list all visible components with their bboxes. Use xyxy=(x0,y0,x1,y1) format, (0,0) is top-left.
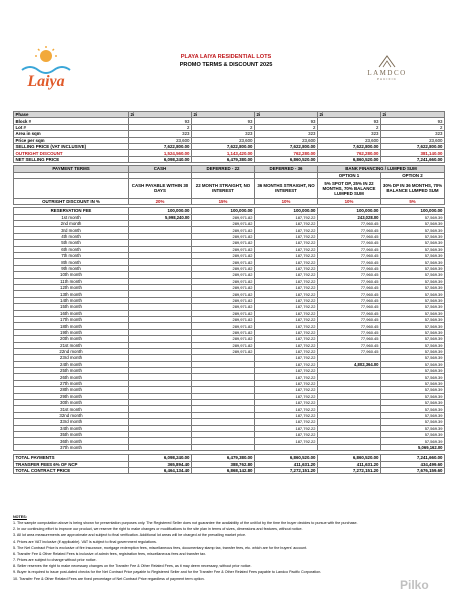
schedule-value: 187,792.22 xyxy=(255,361,318,367)
schedule-value: 57,569.39 xyxy=(381,342,445,348)
month-label: 23rd month xyxy=(14,355,129,361)
total-value: 7,676,159.60 xyxy=(381,467,445,473)
schedule-value: 77,960.45 xyxy=(318,323,381,329)
info-value: 2 xyxy=(129,124,192,130)
landco-sub: PACIFIC xyxy=(376,77,397,81)
discount-value: 10% xyxy=(255,198,318,204)
schedule-value: 289,971.82 xyxy=(192,214,255,220)
month-label: 7th month xyxy=(14,253,129,259)
month-label: 15th month xyxy=(14,304,129,310)
schedule-value: 57,569.39 xyxy=(381,329,445,335)
schedule-value: 77,960.45 xyxy=(318,221,381,227)
total-value: 411,631.20 xyxy=(255,461,318,467)
document-header xyxy=(0,0,452,108)
note-item: 2. In our continuing effort to improve our product, we reserve the right to make changes or modifications to the site plan in terms of sizes, dimensions and features, without notice. xyxy=(13,527,303,532)
total-label: TOTAL CONTRACT PRICE xyxy=(14,467,129,473)
schedule-value: 57,569.39 xyxy=(381,361,445,367)
schedule-value: 187,792.22 xyxy=(255,406,318,412)
schedule-value: 77,960.45 xyxy=(318,291,381,297)
discount-value: 20% xyxy=(129,198,192,204)
info-value: 7,622,800.00 xyxy=(192,143,255,149)
info-label: NET SELLING PRICE xyxy=(14,156,129,162)
month-label: 9th month xyxy=(14,265,129,271)
info-value: 323 xyxy=(255,131,318,137)
reservation-value: 100,000.00 xyxy=(255,208,318,214)
info-value: 93 xyxy=(129,118,192,124)
schedule-value: 187,792.22 xyxy=(255,265,318,271)
month-label: 20th month xyxy=(14,336,129,342)
schedule-value: 77,960.45 xyxy=(318,233,381,239)
schedule-value: 57,569.39 xyxy=(381,214,445,220)
schedule-value: 289,971.82 xyxy=(192,253,255,259)
info-value: 2 xyxy=(318,124,381,130)
watermark: Pilko xyxy=(400,578,429,592)
reservation-value: 100,000.00 xyxy=(381,208,445,214)
month-label: 13th month xyxy=(14,291,129,297)
laiya-logo xyxy=(16,44,76,92)
info-value: 2i xyxy=(255,112,318,118)
total-value: 6,860,520.00 xyxy=(255,455,318,461)
total-value: 7,241,660.00 xyxy=(381,455,445,461)
month-label: 12th month xyxy=(14,284,129,290)
schedule-value: 57,569.39 xyxy=(381,368,445,374)
schedule-value: 57,569.39 xyxy=(381,227,445,233)
term-deferred-36: DEFERRED - 36 xyxy=(255,166,318,172)
schedule-value: 57,569.39 xyxy=(381,393,445,399)
landco-wordmark: LAMDCO xyxy=(367,69,407,77)
schedule-value: 57,569.39 xyxy=(381,240,445,246)
schedule-value: 187,792.22 xyxy=(255,412,318,418)
month-label: 19th month xyxy=(14,329,129,335)
schedule-value: 289,971.82 xyxy=(192,265,255,271)
term-deferred-22: DEFERRED - 22 xyxy=(192,166,255,172)
schedule-value: 77,960.45 xyxy=(318,316,381,322)
total-value: 6,479,380.00 xyxy=(192,455,255,461)
month-label: 1st month xyxy=(14,214,129,220)
schedule-value: 289,971.82 xyxy=(192,342,255,348)
schedule-value: 289,971.82 xyxy=(192,259,255,265)
schedule-value: 187,792.22 xyxy=(255,272,318,278)
schedule-value: 77,960.45 xyxy=(318,297,381,303)
schedule-value: 187,792.22 xyxy=(255,393,318,399)
schedule-value: 57,569.39 xyxy=(381,284,445,290)
schedule-value: 57,569.39 xyxy=(381,412,445,418)
month-label: 2nd month xyxy=(14,221,129,227)
schedule-value: 289,971.82 xyxy=(192,348,255,354)
total-value: 6,868,142.80 xyxy=(192,467,255,473)
schedule-value: 289,971.82 xyxy=(192,284,255,290)
month-label: 29th month xyxy=(14,393,129,399)
schedule-value: 57,569.39 xyxy=(381,348,445,354)
month-label: 3rd month xyxy=(14,227,129,233)
schedule-value: 289,971.82 xyxy=(192,323,255,329)
schedule-value: 187,792.22 xyxy=(255,323,318,329)
schedule-value: 187,792.22 xyxy=(255,342,318,348)
month-label: 17th month xyxy=(14,316,129,322)
schedule-value: 187,792.22 xyxy=(255,348,318,354)
schedule-value: 4,802,364.00 xyxy=(318,361,381,367)
info-value: 323 xyxy=(192,131,255,137)
schedule-value: 187,792.22 xyxy=(255,380,318,386)
schedule-value: 187,792.22 xyxy=(255,214,318,220)
schedule-value: 187,792.22 xyxy=(255,316,318,322)
schedule-value: 187,792.22 xyxy=(255,227,318,233)
term-cash: CASH xyxy=(129,166,192,172)
schedule-value: 77,960.45 xyxy=(318,227,381,233)
month-label: 4th month xyxy=(14,233,129,239)
info-value: 2i xyxy=(381,112,445,118)
schedule-value: 289,971.82 xyxy=(192,221,255,227)
term-description: 22 MONTH STRAIGHT, NO INTEREST xyxy=(192,178,255,198)
term-bank-financing: BANK FINANCING / LUMPED SUM xyxy=(318,166,445,172)
schedule-value: 187,792.22 xyxy=(255,310,318,316)
discount-value: 5% xyxy=(381,198,445,204)
term-description: CASH PAYABLE WITHIN 30 DAYS xyxy=(129,178,192,198)
note-item: 7. Prices are subject to change without prior notice. xyxy=(13,558,97,563)
total-value: 6,464,134.40 xyxy=(129,467,192,473)
schedule-value: 187,792.22 xyxy=(255,221,318,227)
month-label: 35th month xyxy=(14,431,129,437)
schedule-value: 187,792.22 xyxy=(255,400,318,406)
month-label: 11th month xyxy=(14,278,129,284)
note-item: 3. All lot area measurements are approximate and subject to final verification. Additional lot areas will be charged at the prevailing market price. xyxy=(13,533,247,538)
schedule-value: 57,569.39 xyxy=(381,297,445,303)
info-value: 7,622,800.00 xyxy=(129,143,192,149)
total-value: 7,272,151.20 xyxy=(255,467,318,473)
schedule-value: 5,998,240.00 xyxy=(129,214,192,220)
schedule-value: 289,971.82 xyxy=(192,297,255,303)
schedule-value: 77,960.45 xyxy=(318,310,381,316)
info-label: Phase xyxy=(14,112,129,118)
schedule-value: 77,960.45 xyxy=(318,336,381,342)
schedule-value: 77,960.45 xyxy=(318,348,381,354)
month-label: 8th month xyxy=(14,259,129,265)
info-value: 6,098,240.00 xyxy=(129,156,192,162)
schedule-value: 187,792.22 xyxy=(255,240,318,246)
info-value: 93 xyxy=(255,118,318,124)
page-subtitle: PROMO TERMS & DISCOUNT 2025 xyxy=(179,62,273,68)
month-label: 36th month xyxy=(14,438,129,444)
schedule-value: 187,792.22 xyxy=(255,368,318,374)
info-value: 93 xyxy=(192,118,255,124)
notes-heading: NOTES: xyxy=(13,515,27,519)
month-label: 27th month xyxy=(14,380,129,386)
schedule-value: 57,569.39 xyxy=(381,374,445,380)
reservation-label: RESERVATION FEE xyxy=(14,208,129,214)
info-value: 93 xyxy=(318,118,381,124)
month-label: 16th month xyxy=(14,310,129,316)
month-label: 5th month xyxy=(14,240,129,246)
schedule-value: 187,792.22 xyxy=(255,355,318,361)
total-value: 7,272,151.20 xyxy=(318,467,381,473)
note-item: 8. Seller reserves the right to make necessary changes on the Transfer Fee & Other Related Fees, as it may deem necessary, without prior notice. xyxy=(13,564,252,569)
discount-value: 15% xyxy=(192,198,255,204)
schedule-value: 57,569.39 xyxy=(381,246,445,252)
schedule-value: 57,569.39 xyxy=(381,431,445,437)
total-label: TOTAL PAYMENTS xyxy=(14,455,129,461)
info-value: 23,600 xyxy=(129,137,192,143)
info-value: 6,860,520.00 xyxy=(255,156,318,162)
logo-left-text: Laiya xyxy=(27,73,65,90)
schedule-value: 77,960.45 xyxy=(318,259,381,265)
schedule-value: 57,569.39 xyxy=(381,425,445,431)
page-title: PLAYA LAIYA RESIDENTIAL LOTS xyxy=(180,54,272,60)
month-label: 26th month xyxy=(14,374,129,380)
month-label: 30th month xyxy=(14,400,129,406)
month-label: 18th month xyxy=(14,323,129,329)
schedule-value: 57,569.39 xyxy=(381,310,445,316)
notes-section xyxy=(13,514,444,582)
total-value: 365,894.40 xyxy=(129,461,192,467)
schedule-value: 187,792.22 xyxy=(255,438,318,444)
month-label: 24th month xyxy=(14,361,129,367)
total-value: 6,860,520.00 xyxy=(318,455,381,461)
schedule-value: 289,971.82 xyxy=(192,227,255,233)
month-label: 21st month xyxy=(14,342,129,348)
total-value: 6,098,240.00 xyxy=(129,455,192,461)
empty-cell xyxy=(14,178,129,198)
info-value: 323 xyxy=(381,131,445,137)
schedule-value: 57,569.39 xyxy=(381,400,445,406)
schedule-value: 289,971.82 xyxy=(192,278,255,284)
schedule-value: 57,569.39 xyxy=(381,253,445,259)
landco-mark-icon xyxy=(378,54,396,68)
info-value: 2 xyxy=(192,124,255,130)
schedule-value: 187,792.22 xyxy=(255,291,318,297)
info-value: 1,143,420.00 xyxy=(192,150,255,156)
schedule-value: 187,792.22 xyxy=(255,297,318,303)
landco-logo xyxy=(352,54,422,80)
option-1: OPTION 1 xyxy=(318,172,381,178)
month-label: 22nd month xyxy=(14,348,129,354)
month-label: 31st month xyxy=(14,406,129,412)
schedule-value: 77,960.45 xyxy=(318,272,381,278)
schedule-value: 289,971.82 xyxy=(192,329,255,335)
terms-label: PAYMENT TERMS xyxy=(14,166,129,172)
total-value: 411,631.20 xyxy=(318,461,381,467)
schedule-value: 187,792.22 xyxy=(255,278,318,284)
schedule-value: 187,792.22 xyxy=(255,387,318,393)
info-value: 2i xyxy=(129,112,192,118)
schedule-value: 77,960.45 xyxy=(318,240,381,246)
info-value: 23,600 xyxy=(255,137,318,143)
info-value: 2i xyxy=(318,112,381,118)
info-value: 2 xyxy=(381,124,445,130)
month-label: 34th month xyxy=(14,425,129,431)
info-value: 7,622,800.00 xyxy=(318,143,381,149)
note-item: 1. The sample computation above is being shown for presentation purposes only. The Registered Seller does not guarantee the availability of the unit/lot by the time the buyer decides to pursue with the purchase. xyxy=(13,521,358,526)
schedule-value: 187,792.22 xyxy=(255,304,318,310)
info-value: 6,860,520.00 xyxy=(318,156,381,162)
month-label: 37th month xyxy=(14,444,129,450)
schedule-value: 289,971.82 xyxy=(192,316,255,322)
price-table xyxy=(13,111,445,474)
schedule-value: 57,569.39 xyxy=(381,387,445,393)
term-description: 30% DP IN 36 MONTHS, 70% BALANCE LUMPED SUM xyxy=(381,178,445,198)
option-2: OPTION 2 xyxy=(381,172,445,178)
schedule-value: 289,971.82 xyxy=(192,233,255,239)
schedule-value: 77,960.45 xyxy=(318,278,381,284)
note-item: 10. Transfer Fee & Other Related Fees are fixed percentage of Net Contract Price regardless of payment term option. xyxy=(13,576,205,581)
schedule-value: 289,971.82 xyxy=(192,304,255,310)
month-label: 6th month xyxy=(14,246,129,252)
info-value: 323 xyxy=(318,131,381,137)
schedule-value: 187,792.22 xyxy=(255,233,318,239)
info-label: SELLING PRICE (VAT INCLUSIVE) xyxy=(14,143,129,149)
schedule-value: 187,792.22 xyxy=(255,253,318,259)
schedule-value: 57,569.39 xyxy=(381,265,445,271)
month-label: 25th month xyxy=(14,368,129,374)
schedule-value: 57,569.39 xyxy=(381,259,445,265)
schedule-value: 187,792.22 xyxy=(255,284,318,290)
info-label: Price per sqm xyxy=(14,137,129,143)
schedule-value: 77,960.45 xyxy=(318,265,381,271)
schedule-value: 57,569.39 xyxy=(381,323,445,329)
schedule-value: 77,960.45 xyxy=(318,342,381,348)
schedule-value: 57,569.39 xyxy=(381,291,445,297)
reservation-value: 100,000.00 xyxy=(129,208,192,214)
schedule-value: 187,792.22 xyxy=(255,259,318,265)
schedule-value: 289,971.82 xyxy=(192,336,255,342)
term-description: 36 MONTHS STRAIGHT, NO INTEREST xyxy=(255,178,318,198)
schedule-value: 57,569.39 xyxy=(381,438,445,444)
schedule-value: 77,960.45 xyxy=(318,329,381,335)
schedule-value: 57,569.39 xyxy=(381,336,445,342)
schedule-value: 243,028.00 xyxy=(318,214,381,220)
schedule-value: 187,792.22 xyxy=(255,425,318,431)
info-value: 7,622,800.00 xyxy=(381,143,445,149)
info-value: 2i xyxy=(192,112,255,118)
info-value: 93 xyxy=(381,118,445,124)
discount-value: 10% xyxy=(318,198,381,204)
info-value: 381,140.00 xyxy=(381,150,445,156)
info-value: 7,241,660.00 xyxy=(381,156,445,162)
month-label: 14th month xyxy=(14,297,129,303)
note-item: 5. The Net Contract Price is exclusive of fire insurance, mortgage redemption fees, miscellaneous fees, documentary stamp tax, transfer fees, etc. which are for the buyers' account. xyxy=(13,545,308,550)
schedule-value: 187,792.22 xyxy=(255,374,318,380)
schedule-value: 77,960.45 xyxy=(318,246,381,252)
term-description: 5% SPOT DP, 25% IN 22 MONTHS, 70% BALANCE LUMPED SUM xyxy=(318,178,381,198)
reservation-value: 100,000.00 xyxy=(192,208,255,214)
total-value: 434,499.60 xyxy=(381,461,445,467)
total-row xyxy=(14,467,445,473)
terms-header-row xyxy=(14,166,445,172)
info-value: 6,479,380.00 xyxy=(192,156,255,162)
schedule-value: 57,569.39 xyxy=(381,355,445,361)
schedule-value: 57,569.39 xyxy=(381,419,445,425)
note-item: 6. Transfer Fee & Other Related Fees is inclusive of admin fees, registration fees, miscellaneous fees and transfer tax. xyxy=(13,551,207,556)
discount-label: OUTRIGHT DISCOUNT IN % xyxy=(14,198,129,204)
schedule-value: 289,971.82 xyxy=(192,240,255,246)
schedule-value: 57,569.39 xyxy=(381,272,445,278)
schedule-value: 77,960.45 xyxy=(318,284,381,290)
info-value: 762,280.00 xyxy=(318,150,381,156)
reservation-value: 100,000.00 xyxy=(318,208,381,214)
month-label: 33rd month xyxy=(14,419,129,425)
note-item: 9. Buyer is required to issue post-dated checks for the Net Contract Price payable to Registered Seller and for the Transfer Fee & Other Related Fees payable to Landco Pacific Corporation. xyxy=(13,570,322,575)
schedule-value: 57,569.39 xyxy=(381,278,445,284)
schedule-value: 57,569.39 xyxy=(381,316,445,322)
info-label: OUTRIGHT DISCOUNT xyxy=(14,150,129,156)
info-value: 7,622,800.00 xyxy=(255,143,318,149)
info-value: 23,600 xyxy=(192,137,255,143)
total-value: 388,762.80 xyxy=(192,461,255,467)
month-label: 32nd month xyxy=(14,412,129,418)
schedule-value: 5,069,162.00 xyxy=(381,444,445,450)
note-item: 4. Prices are VAT inclusive (if applicable). VAT is subject to final government regulations. xyxy=(13,539,157,544)
info-value: 23,600 xyxy=(318,137,381,143)
info-label: Lot # xyxy=(14,124,129,130)
descriptions-row xyxy=(14,178,445,198)
month-label: 10th month xyxy=(14,272,129,278)
schedule-value: 57,569.39 xyxy=(381,233,445,239)
schedule-value: 187,792.22 xyxy=(255,431,318,437)
schedule-value: 57,569.39 xyxy=(381,221,445,227)
schedule-value: 77,960.45 xyxy=(318,304,381,310)
total-label: TRANSFER FEES 6% OF NCP xyxy=(14,461,129,467)
schedule-value: 57,569.39 xyxy=(381,304,445,310)
schedule-value: 57,569.39 xyxy=(381,406,445,412)
month-label: 28th month xyxy=(14,387,129,393)
info-value: 762,280.00 xyxy=(255,150,318,156)
info-label: Area in sqm xyxy=(14,131,129,137)
schedule-value: 289,971.82 xyxy=(192,291,255,297)
info-value: 1,524,560.00 xyxy=(129,150,192,156)
info-value: 323 xyxy=(129,131,192,137)
schedule-value: 289,971.82 xyxy=(192,310,255,316)
info-value: 2 xyxy=(255,124,318,130)
info-value: 23,600 xyxy=(381,137,445,143)
schedule-value: 187,792.22 xyxy=(255,419,318,425)
schedule-value: 187,792.22 xyxy=(255,246,318,252)
schedule-value: 57,569.39 xyxy=(381,380,445,386)
schedule-value: 187,792.22 xyxy=(255,329,318,335)
schedule-value: 187,792.22 xyxy=(255,336,318,342)
schedule-value: 77,960.45 xyxy=(318,253,381,259)
schedule-value: 289,971.82 xyxy=(192,246,255,252)
info-label: Block # xyxy=(14,118,129,124)
schedule-value: 289,971.82 xyxy=(192,272,255,278)
